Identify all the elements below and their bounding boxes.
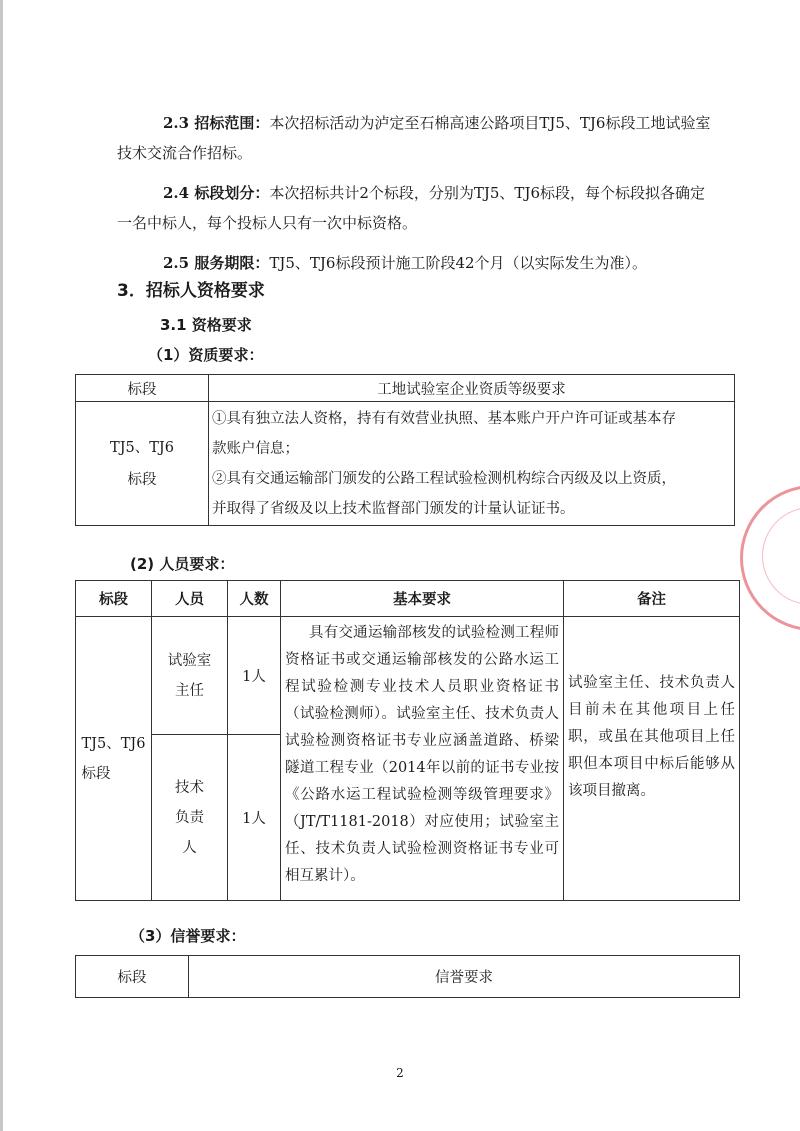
table3-header-section: 标段: [76, 956, 189, 998]
section-2-4-label: 2.4 标段划分：: [163, 184, 270, 202]
table2-header-person: 人员: [152, 581, 228, 617]
qualification-heading: （1）资质要求：: [148, 346, 264, 364]
table2-section-text: TJ5、TJ6标段: [81, 735, 146, 782]
page-number: 2: [396, 1066, 404, 1080]
table2-basic-text: 具有交通运输部核发的试验检测工程师资格证书或交通运输部核发的公路水运工程试验检测专业技术人员职业资格证书（试验检测师）。试验室主任、技术负责人试验检测资格证书专业应涵盖道路、桥梁隧道工程专业（2014年以前的证书专业按《公路水运工程试验检测等级管理要求》（JT/T1181-2018）对应使用；试验室主任、技术负责人试验检测资格证书专业可相互累计）。: [285, 625, 559, 884]
table2-count-row2: 1人: [228, 735, 281, 901]
page-left-edge: [0, 0, 3, 1131]
table1-header-requirements: 工地试验室企业资质等级要求: [209, 375, 735, 402]
section-3-heading: 3．招标人资格要求: [117, 281, 265, 301]
section-2-4: [117, 178, 717, 238]
section-2-3: [117, 108, 717, 168]
table3-header-reputation: 信誉要求: [189, 956, 740, 998]
reputation-table: [75, 955, 740, 998]
table2-person-row2: [152, 735, 228, 901]
table1-header-section: 标段: [76, 375, 209, 402]
table2-header-remark: 备注: [564, 581, 740, 617]
table2-count-row1: 1人: [228, 617, 281, 735]
qualification-table: [75, 374, 735, 526]
table2-remark-text: 试验室主任、技术负责人目前未在其他项目上任职，或虽在其他项目上任职但本项目中标后能够从该项目撤离。: [568, 674, 735, 799]
section-2-4-text: 本次招标共计2个标段，分别为TJ5、TJ6标段，每个标段拟各确定一名中标人，每个投标人只有一次中标资格。: [117, 184, 705, 232]
table1-req-line4: 并取得了省级及以上技术监督部门颁发的计量认证证书。: [212, 500, 575, 517]
section-2-5-text: TJ5、TJ6标段预计施工阶段42个月（以实际发生为准）。: [269, 254, 648, 272]
table1-requirements-cell: [209, 402, 735, 526]
table2-header-section: 标段: [76, 581, 152, 617]
personnel-table: [75, 580, 740, 901]
table1-section-line1: TJ5、TJ6: [110, 439, 174, 456]
section-2-3-label: 2.3 招标范围：: [163, 114, 270, 132]
table2-header-count: 人数: [228, 581, 281, 617]
table2-person-row1: [152, 617, 228, 735]
section-2-5-label: 2.5 服务期限：: [163, 254, 270, 272]
table1-section-line2: 标段: [127, 471, 157, 488]
table2-basic-requirement: [281, 617, 564, 901]
table2-person-text-row1: 试验室主任: [167, 652, 212, 699]
section-2-5: [117, 248, 757, 278]
reputation-heading: （3）信誉要求：: [130, 927, 246, 945]
table2-header-basic: 基本要求: [281, 581, 564, 617]
table2-remark: [564, 617, 740, 901]
table1-section-cell: [76, 402, 209, 526]
table2-person-text-row2: 技术负责人: [175, 779, 204, 856]
section-2-3-text: 本次招标活动为泸定至石棉高速公路项目TJ5、TJ6标段工地试验室技术交流合作招标。: [117, 114, 711, 162]
personnel-heading: (2) 人员要求：: [130, 555, 235, 573]
section-3-1-heading: 3.1 资格要求: [160, 316, 252, 334]
table2-section-cell: [76, 617, 152, 901]
table1-req-line2: 款账户信息；: [212, 440, 299, 457]
table1-req-line1: ①具有独立法人资格，持有有效营业执照、基本账户开户许可证或基本存: [212, 410, 676, 427]
table1-req-line3: ②具有交通运输部门颁发的公路工程试验检测机构综合丙级及以上资质，: [212, 470, 676, 487]
